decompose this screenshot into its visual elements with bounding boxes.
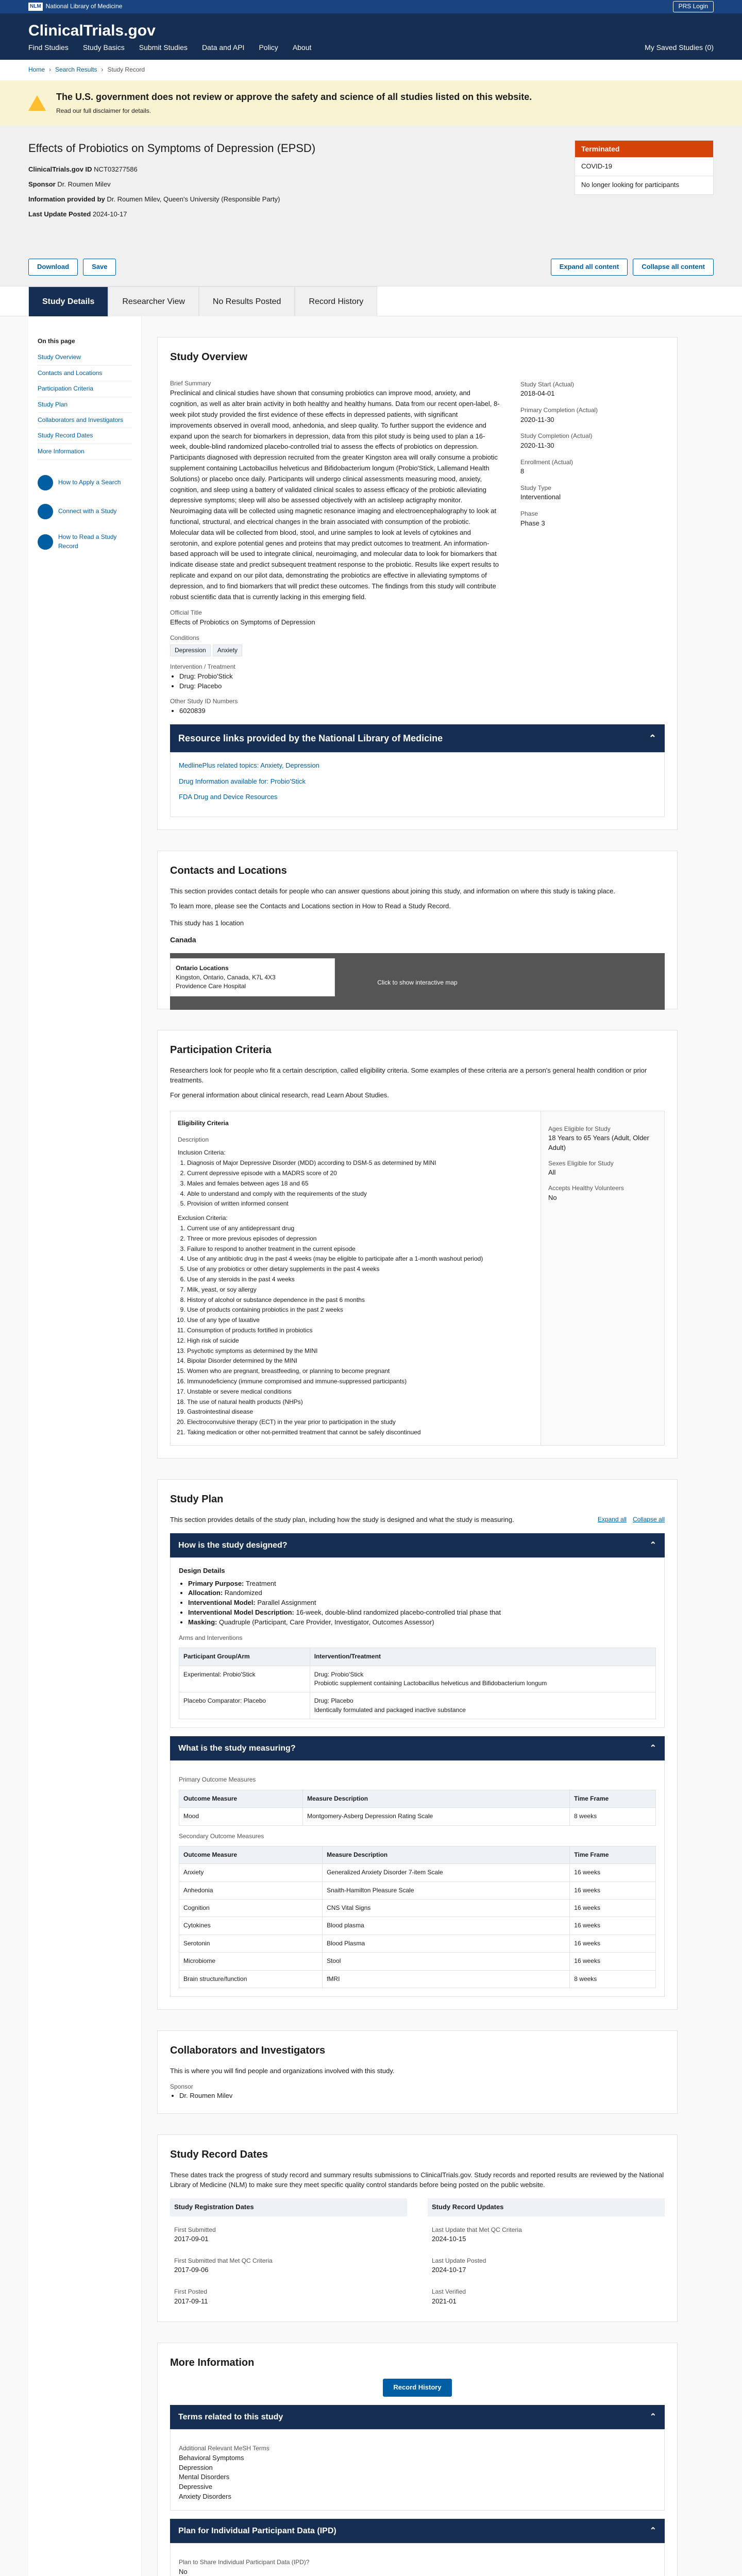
design-key: Primary Purpose:: [188, 1579, 246, 1587]
table-row: [179, 1917, 656, 1935]
measure-header: Time Frame: [570, 1790, 656, 1807]
inclusion-list: [178, 1158, 533, 1209]
date-value: 2024-10-17: [432, 2266, 466, 2274]
sidebar-title: On this page: [38, 337, 75, 345]
chevron-up-icon: ⌃: [648, 733, 656, 743]
expand-all-button[interactable]: Expand all content: [551, 259, 628, 276]
dates-section: [157, 2134, 678, 2322]
mesh-term[interactable]: Depression: [179, 2463, 213, 2471]
fact-value: 8: [520, 467, 525, 476]
arm-name: Placebo Comparator: Placebo: [179, 1692, 310, 1719]
measures-accordion[interactable]: [170, 1736, 665, 1760]
fact-label: Enrollment (Actual): [520, 458, 574, 466]
exclusion-item: 3. Failure to respond to another treatment in the current episode: [187, 1244, 533, 1255]
measure-time: 16 weeks: [570, 1935, 656, 1952]
chevron-up-icon: ⌃: [649, 1540, 656, 1550]
official-title-label: Official Title: [170, 609, 202, 617]
contacts-section: [157, 851, 678, 1009]
design-key: Masking:: [188, 1618, 219, 1626]
conditions-label: Conditions: [170, 634, 199, 641]
terms-body: [170, 2429, 665, 2511]
arm-desc: Probiotic supplement containing Lactobacillus helveticus and Bifidobacterium longum: [314, 1679, 547, 1687]
table-row: [179, 1970, 656, 1988]
table-row: [179, 1953, 656, 1970]
dates-heading: Study Record Dates: [170, 2149, 268, 2161]
sidebar-read-link[interactable]: [38, 533, 132, 551]
exclusion-item: 17. Unstable or severe medical conditions: [187, 1387, 533, 1397]
measure-desc: Blood Plasma: [323, 1935, 570, 1952]
date-row: [428, 2278, 665, 2309]
measure-time: 8 weeks: [570, 1970, 656, 1988]
nlm-brand: National Library of Medicine: [45, 3, 123, 10]
brief-summary: Preclinical and clinical studies have shown that consuming probiotics can improve mood, anxiety, and cognition, as well as alter brain activity in both healthy and healthy humans. Data from our recent open-label, 8-week pilot study provided the first evidence of these effects in depressed patients, with significant improvements observed in overall mood, anhedonia, and sleep quality. To further support the evidence and expand upon the search for biomarkers in depression, data from this pilot study is being used to plan a 16-week, double-blind randomized placebo-controlled trial to assess the effects of probiotics on depression. Participants diagnosed with depression recruited from the greater Kingston area will orally consume a probiotic supplement containing Lactobacillus helveticus and Bifidobacterium longum (Probio'Stick, Lallemand Health Solutions) or placebo once daily. Participants will undergo clinical assessments measuring mood, anxiety, cognition, and sleep using a battery of validated clinical scales to assess efficacy of the probiotic alleviating depressive symptoms; sleep will also be assessed objectively with an actisleep actigraphy monitor. Neuroimaging data will be collected using magnetic resonance imaging and electroencephalography to look at functional, structural, and electrical changes in the brain associated with consumption of the probiotic. Molecular data will be collected from blood, stool, and urine samples to look at levels of cytokines and serotonin, and explore potential genes and proteins that may predict outcomes to treatment. An information-based approach will be used to integrate clinical, neuroimaging, and molecular data to look for biomarkers that indicate disease state and predict subsequent treatment response to the probiotic. Results like expert results to replicate and expand on our pilot data, demonstrating the probiotics are effective in alleviating symptoms of depression, and to find biomarkers that will predict these outcomes. The findings from this study will contribute robust scientific data that is currently lacking in this emerging field.: [170, 389, 500, 601]
criteria-healthy: No: [548, 1193, 557, 1201]
measure-desc: CNS Vital Signs: [323, 1900, 570, 1917]
tab-study-details[interactable]: Study Details: [28, 286, 108, 316]
sidebar-item-plan[interactable]: Study Plan: [38, 397, 132, 413]
study-title-area: [0, 126, 742, 286]
record-history-button[interactable]: Record History: [383, 2379, 451, 2397]
nlm-resources-body: [170, 752, 665, 818]
date-value: 2021-01: [432, 2297, 457, 2305]
other-id: • 6020839: [179, 706, 500, 716]
contacts-heading: Contacts and Locations: [170, 865, 287, 877]
table-row: [179, 1864, 656, 1882]
exclusion-item: 7. Milk, yeast, or soy allergy: [187, 1285, 533, 1295]
study-overview-section: [157, 337, 678, 830]
chevron-up-icon: ⌃: [649, 2526, 656, 2535]
collapse-all-button[interactable]: Collapse all content: [633, 259, 714, 276]
mesh-term[interactable]: Depressive: [179, 2483, 213, 2491]
breadcrumb-search[interactable]: Search Results: [55, 66, 97, 74]
page-title: Effects of Probiotics on Symptoms of Depression (EPSD): [28, 142, 316, 155]
sidebar: [28, 316, 142, 2576]
fact-value: 2020-11-30: [520, 441, 554, 449]
measure-time: 16 weeks: [570, 1864, 656, 1882]
date-row: [170, 2216, 407, 2247]
exclusion-item: 12. High risk of suicide: [187, 1336, 533, 1346]
map-toggle[interactable]: Click to show interactive map: [377, 978, 458, 986]
arms-header: Intervention/Treatment: [310, 1648, 655, 1666]
arms-table: [179, 1648, 656, 1719]
inclusion-label: Inclusion Criteria:: [178, 1149, 226, 1157]
inclusion-item: 3. Males and females between ages 18 and 65: [187, 1179, 533, 1189]
table-row: [179, 1666, 656, 1692]
sidebar-apply-link[interactable]: [38, 475, 132, 490]
criteria-age: 18 Years to 65 Years (Adult, Older Adult): [548, 1134, 649, 1152]
inclusion-item: 2. Current depressive episode with a MADRS score of 20: [187, 1168, 533, 1179]
nav-data-api[interactable]: Data and API: [201, 43, 245, 52]
breadcrumb-sep-icon: ›: [49, 66, 52, 74]
ipd-title: Plan for Individual Participant Data (IPD): [178, 2526, 336, 2535]
fact-label: Study Completion (Actual): [520, 432, 593, 440]
condition-chip[interactable]: Anxiety: [213, 645, 242, 656]
intervention-label: Intervention / Treatment: [170, 663, 235, 671]
design-accordion[interactable]: [170, 1533, 665, 1557]
download-button[interactable]: Download: [28, 259, 78, 276]
measure-header: Outcome Measure: [179, 1790, 303, 1807]
nav-study-basics[interactable]: Study Basics: [82, 43, 125, 52]
design-item: [188, 1579, 656, 1589]
exclusion-item: 9. Use of products containing probiotics in the past 2 weeks: [187, 1305, 533, 1315]
primary-label: Primary Outcome Measures: [179, 1776, 256, 1784]
criteria-age-label: Ages Eligible for Study: [548, 1125, 611, 1132]
study-plan-section: [157, 1479, 678, 2010]
breadcrumb-sep-icon: ›: [101, 66, 104, 74]
nav-about[interactable]: About: [292, 43, 312, 52]
table-row: [179, 1692, 656, 1719]
status-terminated: Terminated: [575, 141, 713, 157]
nct-label: ClinicalTrials.gov ID: [28, 165, 92, 173]
terms-label: Additional Relevant MeSH Terms: [179, 2445, 269, 2452]
table-row: [179, 1882, 656, 1899]
inclusion-item: 5. Provision of written informed consent: [187, 1199, 533, 1209]
sponsor-label: Sponsor: [28, 180, 56, 188]
exclusion-item: 5. Use of any probiotics or other dietary supplements in the past 4 weeks: [187, 1264, 533, 1275]
criteria-healthy-label: Accepts Healthy Volunteers: [548, 1184, 624, 1192]
design-item: [188, 1608, 656, 1618]
disclaimer-title: The U.S. government does not review or approve the safety and science of all studies listed on this website.: [56, 92, 532, 103]
exclusion-item: 13. Psychotic symptoms as determined by the MINI: [187, 1346, 533, 1357]
mesh-term[interactable]: Behavioral Symptoms: [179, 2453, 244, 2462]
table-row: [179, 1808, 656, 1825]
date-label: First Submitted: [174, 2226, 216, 2233]
measure-time: 16 weeks: [570, 1882, 656, 1899]
design-key: Interventional Model Description:: [188, 1608, 296, 1617]
nlm-link[interactable]: FDA Drug and Device Resources: [179, 793, 278, 801]
measure-time: 8 weeks: [570, 1808, 656, 1825]
fact-value: 2018-04-01: [520, 389, 555, 398]
measure-name: Brain structure/function: [179, 1970, 323, 1988]
exclusion-label: Exclusion Criteria:: [178, 1214, 228, 1222]
design-value: Quadruple (Participant, Care Provider, Investigator, Outcomes Assessor): [218, 1618, 434, 1626]
saved-studies-link[interactable]: My Saved Studies (0): [645, 43, 714, 52]
measure-desc: Blood plasma: [323, 1917, 570, 1935]
measure-name: Serotonin: [179, 1935, 323, 1952]
sidebar-read-label: How to Read a Study Record: [58, 533, 117, 550]
date-label: Last Update that Met QC Criteria: [432, 2226, 522, 2233]
location-country: Canada: [170, 935, 196, 944]
condition-chip[interactable]: Depression: [170, 645, 211, 656]
tab-no-results[interactable]: No Results Posted: [199, 286, 295, 316]
main-nav: [28, 42, 714, 53]
plan-text: [170, 1515, 665, 1525]
design-label: Design Details: [179, 1566, 225, 1574]
nlm-resources-title: Resource links provided by the National Library of Medicine: [178, 733, 443, 743]
location-title: Ontario Locations: [176, 964, 229, 972]
nlm-badge: NLM: [28, 3, 43, 11]
mesh-term[interactable]: Mental Disorders: [179, 2473, 230, 2481]
tab-record-history[interactable]: Record History: [295, 286, 377, 316]
last-update-value: 2024-10-17: [92, 210, 127, 218]
more-heading: More Information: [170, 2357, 255, 2369]
ipd-body: [170, 2543, 665, 2576]
fact-label: Primary Completion (Actual): [520, 406, 598, 414]
exclusion-item: 21. Taking medication or other not-permitted treatment that cannot be safely discontinued: [187, 1428, 533, 1438]
dates-text: These dates track the progress of study record and summary results submissions to ClinicalTrials.gov. Study records and reported results are reviewed by the National Library of Medicine (NLM) to make sure they meet specific quality control standards before being posted on the public website.: [170, 2171, 664, 2189]
exclusion-item: 19. Gastrointestinal disease: [187, 1407, 533, 1417]
chevron-up-icon: ⌃: [649, 1744, 656, 1753]
eligibility-title: Eligibility Criteria: [178, 1119, 229, 1127]
exclusion-list: [178, 1224, 533, 1438]
sidebar-item-more[interactable]: More Information: [38, 444, 132, 460]
ipd-value: No: [179, 2567, 188, 2575]
design-item: [188, 1588, 656, 1598]
design-value: Randomized: [224, 1589, 262, 1597]
eligibility-desc-label: Description: [178, 1136, 209, 1143]
other-id-label: Other Study ID Numbers: [170, 698, 238, 705]
ipd-accordion[interactable]: [170, 2519, 665, 2543]
sidebar-item-dates[interactable]: Study Record Dates: [38, 428, 132, 444]
search-icon: [38, 475, 53, 490]
intervention-item: • Drug: Placebo: [179, 682, 500, 691]
inclusion-item: 4. Able to understand and comply with the requirements of the study: [187, 1189, 533, 1199]
nct-id: NCT03277586: [94, 165, 138, 173]
nlm-link[interactable]: MedlinePlus related topics: Anxiety, Depression: [179, 761, 319, 769]
exclusion-item: 10. Use of any type of laxative: [187, 1315, 533, 1326]
study-tabs: [0, 286, 742, 316]
date-value: 2017-09-06: [174, 2266, 209, 2274]
location-site: Providence Care Hospital: [176, 982, 246, 990]
exclusion-item: 18. The use of natural health products (NHPs): [187, 1397, 533, 1408]
criteria-heading: Participation Criteria: [170, 1044, 272, 1056]
exclusion-item: 8. History of alcohol or substance dependence in the past 6 months: [187, 1295, 533, 1306]
measure-desc: fMRI: [323, 1970, 570, 1988]
exclusion-item: 4. Use of any antibiotic drug in the past 4 weeks (may be eligible to participate after a 1-month washout period): [187, 1254, 533, 1264]
design-body: [170, 1557, 665, 1728]
official-title: Effects of Probiotics on Symptoms of Depression: [170, 618, 315, 626]
nav-submit-studies[interactable]: Submit Studies: [139, 43, 188, 52]
breadcrumb-home[interactable]: Home: [28, 66, 45, 74]
measure-header: Measure Description: [323, 1846, 570, 1863]
status-enrollment: No longer looking for participants: [575, 176, 713, 194]
sidebar-apply-label: How to Apply a Search: [58, 479, 121, 486]
fact-label: Study Type: [520, 484, 551, 492]
measure-header: Measure Description: [303, 1790, 570, 1807]
status-covid: COVID-19: [575, 157, 713, 176]
exclusion-item: 6. Use of any steroids in the past 4 weeks: [187, 1275, 533, 1285]
terms-title: Terms related to this study: [178, 2413, 283, 2422]
chevron-up-icon: ⌃: [649, 2413, 656, 2422]
measure-name: Anxiety: [179, 1864, 323, 1882]
exclusion-item: 11. Consumption of products fortified in probiotics: [187, 1326, 533, 1336]
fact-value: Phase 3: [520, 519, 545, 527]
collab-section: [157, 2030, 678, 2114]
measure-desc: Snaith-Hamilton Pleasure Scale: [323, 1882, 570, 1899]
measure-name: Microbiome: [179, 1953, 323, 1970]
nlm-resources-toggle[interactable]: [170, 724, 665, 752]
arm-intervention: [310, 1666, 655, 1692]
primary-table: [179, 1790, 656, 1826]
design-item: [188, 1598, 656, 1608]
design-value: 16-week, double-blind randomized placebo-controlled trial phase that: [296, 1608, 501, 1617]
gov-banner: [0, 0, 742, 13]
brief-label: Brief Summary: [170, 380, 211, 387]
date-value: 2024-10-15: [432, 2235, 466, 2243]
secondary-table: [179, 1846, 656, 1988]
measure-desc: Montgomery-Asberg Depression Rating Scale: [303, 1808, 570, 1825]
criteria-sex: All: [548, 1168, 556, 1177]
dates-col-heading: Study Record Updates: [428, 2198, 665, 2216]
measure-time: 16 weeks: [570, 1953, 656, 1970]
location-address: Kingston, Ontario, Canada, K7L 4X3: [176, 973, 276, 981]
save-button[interactable]: Save: [83, 259, 116, 276]
date-value: 2017-09-11: [174, 2297, 208, 2305]
measures-title: What is the study measuring?: [178, 1744, 296, 1753]
collab-sponsor: • Dr. Roumen Milev: [179, 2091, 665, 2101]
plan-text-body: This section provides details of the study plan, including how the study is designed and what the study is measuring.: [170, 1515, 514, 1523]
nav-find-studies[interactable]: Find Studies: [28, 43, 69, 52]
expand-all-link[interactable]: Expand all: [597, 1515, 627, 1523]
measure-time: 16 weeks: [570, 1900, 656, 1917]
people-icon: [38, 504, 53, 519]
info-label: Information provided by: [28, 195, 105, 203]
design-title: How is the study designed?: [178, 1540, 288, 1550]
arm-intervention: [310, 1692, 655, 1719]
date-value: 2017-09-01: [174, 2235, 209, 2243]
criteria-section: [157, 1030, 678, 1458]
arm-name: Experimental: Probio'Stick: [179, 1666, 310, 1692]
date-label: First Submitted that Met QC Criteria: [174, 2257, 273, 2264]
measure-time: 16 weeks: [570, 1917, 656, 1935]
date-label: Last Update Posted: [432, 2257, 486, 2264]
criteria-sex-label: Sexes Eligible for Study: [548, 1159, 614, 1167]
breadcrumb: [0, 60, 742, 80]
design-value: Parallel Assignment: [257, 1599, 316, 1607]
measure-header: Time Frame: [570, 1846, 656, 1863]
measure-name: Cytokines: [179, 1917, 323, 1935]
overview-heading: Study Overview: [170, 351, 248, 363]
date-label: Last Verified: [432, 2288, 466, 2296]
measure-desc: Stool: [323, 1953, 570, 1970]
table-row: [179, 1900, 656, 1917]
fact-value: 2020-11-30: [520, 415, 554, 423]
exclusion-item: 1. Current use of any antidepressant drug: [187, 1224, 533, 1234]
collab-text: This is where you will find people and organizations involved with this study.: [170, 2067, 395, 2075]
site-logo[interactable]: ClinicalTrials.gov: [28, 22, 156, 39]
location-card: [170, 958, 335, 996]
collab-sponsor-label: Sponsor: [170, 2082, 193, 2090]
arms-header: Participant Group/Arm: [179, 1648, 310, 1666]
date-row: [170, 2247, 407, 2278]
eligibility-box: [170, 1111, 665, 1446]
design-value: Treatment: [246, 1579, 276, 1587]
sidebar-item-contacts[interactable]: Contacts and Locations: [38, 366, 132, 381]
nlm-link[interactable]: Drug Information available for: Probio'Stick: [179, 777, 306, 785]
design-item: [188, 1618, 656, 1628]
arm-drug: Drug: Placebo: [314, 1697, 353, 1705]
design-list: [188, 1579, 656, 1628]
date-row: [428, 2247, 665, 2278]
exclusion-item: 20. Electroconvulsive therapy (ECT) in the year prior to participation in the study: [187, 1417, 533, 1428]
measure-desc: Generalized Anxiety Disorder 7-item Scale: [323, 1864, 570, 1882]
breadcrumb-current: Study Record: [107, 66, 145, 74]
contacts-text: This section provides contact details for people who can answer questions about joining this study, and information on where this study is taking place.: [170, 887, 616, 895]
plan-heading: Study Plan: [170, 1493, 224, 1505]
design-key: Interventional Model:: [188, 1599, 258, 1607]
terms-accordion[interactable]: [170, 2405, 665, 2429]
fact-label: Phase: [520, 510, 538, 518]
sponsor-value: Dr. Roumen Milev: [57, 180, 111, 188]
arm-drug: Drug: Probio'Stick: [314, 1670, 364, 1678]
table-row: [179, 1935, 656, 1952]
dates-col-heading: Study Registration Dates: [170, 2198, 407, 2216]
date-row: [170, 2278, 407, 2309]
site-header: [0, 13, 742, 60]
criteria-text: Researchers look for people who fit a certain description, called eligibility criteria. Some examples of these criteria are a person's general health condition or prior treatments.: [170, 1066, 647, 1084]
date-label: First Posted: [174, 2288, 208, 2296]
exclusion-item: 14. Bipolar Disorder determined by the MINI: [187, 1356, 533, 1366]
document-icon: [38, 534, 53, 550]
design-key: Allocation:: [188, 1589, 225, 1597]
measure-name: Anhedonia: [179, 1882, 323, 1899]
status-badge: [575, 140, 714, 195]
fact-value: Interventional: [520, 493, 561, 501]
measures-body: [170, 1760, 665, 1997]
criteria-more: For general information about clinical research, read Learn About Studies.: [170, 1091, 389, 1099]
arm-desc: Identically formulated and packaged inactive substance: [314, 1706, 466, 1714]
more-info-section: [157, 2343, 678, 2576]
secondary-label: Secondary Outcome Measures: [179, 1832, 264, 1840]
sidebar-item-criteria[interactable]: Participation Criteria: [38, 381, 132, 397]
sidebar-connect-link[interactable]: [38, 504, 132, 519]
info-value: Dr. Roumen Milev, Queen's University (Responsible Party): [107, 195, 280, 203]
exclusion-item: 16. Immunodeficiency (immune compromised and immune-suppressed participants): [187, 1377, 533, 1387]
prs-login-button[interactable]: PRS Login: [673, 1, 714, 12]
sidebar-item-collab[interactable]: Collaborators and Investigators: [38, 413, 132, 428]
collapse-all-link[interactable]: Collapse all: [632, 1515, 665, 1523]
measure-name: Cognition: [179, 1900, 323, 1917]
sidebar-connect-label: Connect with a Study: [58, 507, 117, 515]
fact-label: Study Start (Actual): [520, 381, 575, 388]
study-facts: [520, 373, 654, 716]
disclaimer-banner: [0, 80, 742, 126]
sidebar-item-overview[interactable]: Study Overview: [38, 350, 132, 365]
measure-name: Mood: [179, 1808, 303, 1825]
mesh-term[interactable]: Anxiety Disorders: [179, 2493, 231, 2501]
arms-label: Arms and Interventions: [179, 1634, 243, 1641]
ipd-label: Plan to Share Individual Participant Data (IPD)?: [179, 2558, 310, 2566]
exclusion-item: 2. Three or more previous episodes of depression: [187, 1234, 533, 1244]
intervention-item: • Drug: Probio'Stick: [179, 672, 500, 682]
disclaimer-text: Read our full disclaimer for details.: [56, 107, 151, 115]
collab-heading: Collaborators and Investigators: [170, 2045, 326, 2057]
measure-header: Outcome Measure: [179, 1846, 323, 1863]
last-update-label: Last Update Posted: [28, 210, 91, 218]
exclusion-item: 15. Women who are pregnant, breastfeeding, or planning to become pregnant: [187, 1366, 533, 1377]
nav-policy[interactable]: Policy: [259, 43, 278, 52]
contacts-more: To learn more, please see the Contacts and Locations section in How to Read a Study Record.: [170, 902, 451, 910]
tab-researcher-view[interactable]: Researcher View: [108, 286, 199, 316]
location-count: This study has 1 location: [170, 919, 244, 927]
warning-icon: [28, 95, 46, 111]
date-row: [428, 2216, 665, 2247]
inclusion-item: 1. Diagnosis of Major Depressive Disorder (MDD) according to DSM-5 as determined by MINI: [187, 1158, 533, 1168]
